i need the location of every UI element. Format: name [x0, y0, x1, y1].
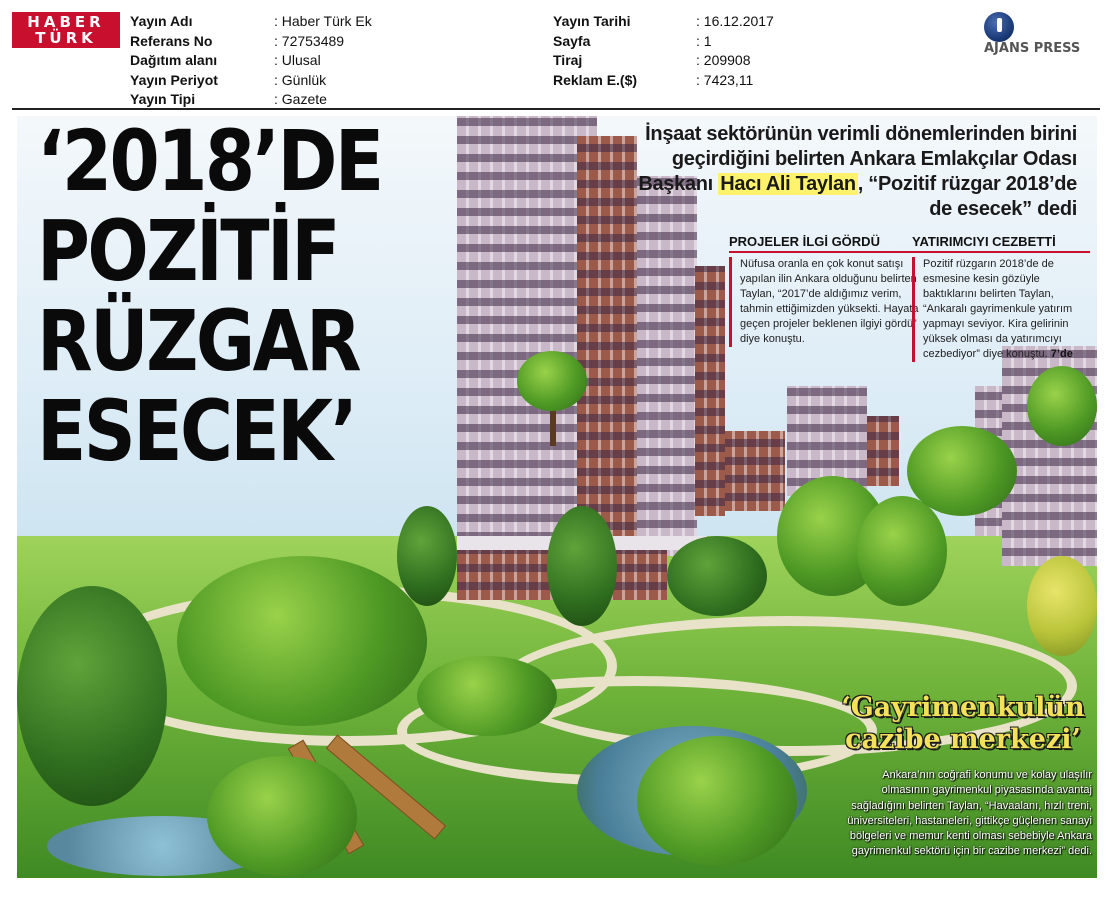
- intro-text: İnşaat sektörünün verimli dönemlerinden birini geçirdiğini belirten Ankara Emlakçılar Odası Başkanı: [638, 123, 1077, 195]
- info-value: : 72753489: [274, 32, 345, 49]
- pull-quote: [837, 692, 1089, 756]
- page-reference: 7’de: [1050, 348, 1073, 360]
- info-label: Dağıtım alanı: [130, 52, 218, 68]
- info-row: [553, 12, 774, 32]
- publication-info-left: [130, 12, 372, 110]
- building: [867, 416, 899, 486]
- info-value: : Haber Türk Ek: [274, 13, 372, 29]
- info-label: Yayın Periyot: [130, 71, 218, 88]
- info-label: Tiraj: [553, 52, 583, 68]
- news-clipping: [17, 116, 1097, 878]
- tree: [547, 506, 617, 626]
- tower: [637, 176, 697, 556]
- headline-line: RÜZGAR: [37, 292, 360, 390]
- ajans-press-logo: [984, 12, 1099, 62]
- column-text: Pozitif rüzgarın 2018’de de esmesine kesin gözüyle baktıklarını belirten Taylan, “Ankaralı gayrimenkule yatırım yapmayı seviyor. Kira gelirinin yüksek olması da yatırımcıyı cezbediyor” diye konuştu.: [923, 258, 1073, 360]
- quote-line: ‘Gayrimenkulün: [841, 692, 1085, 723]
- article-column-2: [912, 234, 1090, 362]
- info-value: : Ulusal: [274, 52, 321, 68]
- info-label: Reklam E.($): [553, 71, 638, 88]
- tree: [667, 536, 767, 616]
- info-value: : 16.12.2017: [696, 13, 774, 29]
- tree: [517, 351, 587, 411]
- building: [723, 431, 785, 511]
- header-divider: [12, 108, 1100, 110]
- quote-body: Ankara’nın coğrafi konumu ve kolay ulaşılır olmasının gayrimenkul piyasasında avantaj sağladığını belirten Taylan, “Havaalanı, hızlı treni, üniversiteleri, hastaneleri, gittikçe güçlenen sanayi bölgeleri ve memur kenti olması sebebiyle Ankara gayrimenkul sektörü için bir cazibe merkezi” dedi.: [847, 769, 1092, 858]
- info-label: Sayfa: [553, 32, 591, 49]
- info-row: [553, 71, 774, 91]
- tower: [695, 266, 725, 516]
- haberturk-logo: [12, 12, 120, 48]
- tree: [177, 556, 427, 726]
- tree: [637, 736, 797, 866]
- column-body: Nüfusa oranla en çok konut satışı yapılan ilin Ankara olduğunu belirten Taylan, “2017’de aldığımız verim, tahmin ettiğimizden yüksekti. Hayata geçen projeler beklenen ilgiyi gördü” diye konuştu.: [729, 257, 919, 347]
- agency-name: AJANS PRESS: [984, 41, 1081, 56]
- column-heading: PROJELER İLGİ GÖRDÜ: [729, 234, 919, 253]
- tree: [207, 756, 357, 876]
- article-column-1: [729, 234, 919, 347]
- info-row: [553, 51, 774, 71]
- tree: [907, 426, 1017, 516]
- logo-line-1: HABER: [27, 13, 105, 31]
- headline-line: ESECEK’: [37, 382, 356, 480]
- tree: [1027, 556, 1097, 656]
- publication-info-right: [553, 12, 774, 90]
- info-value: : 209908: [696, 52, 751, 68]
- quote-line: cazibe merkezi’: [845, 724, 1081, 755]
- info-label: Yayın Adı: [130, 13, 193, 29]
- info-label: Yayın Tipi: [130, 91, 196, 107]
- info-row: [130, 12, 372, 32]
- headline: [37, 116, 398, 480]
- info-value: : Günlük: [274, 71, 327, 88]
- info-label: Referans No: [130, 32, 213, 49]
- info-row: [553, 32, 774, 52]
- tree: [17, 586, 167, 806]
- headline-line: POZİTİF: [37, 202, 339, 300]
- info-row: [130, 32, 372, 52]
- tree: [1027, 366, 1097, 446]
- intro-text-end: , “Pozitif rüzgar 2018’de de esecek” dedi: [857, 173, 1077, 220]
- tree: [417, 656, 557, 736]
- logo-line-2: TÜRK: [35, 29, 97, 47]
- info-value: : Gazete: [274, 91, 327, 107]
- tree: [857, 496, 947, 606]
- globe-icon: [984, 12, 1014, 42]
- info-label: Yayın Tarihi: [553, 13, 631, 29]
- info-row: [130, 90, 372, 110]
- highlighted-name: Hacı Ali Taylan: [720, 173, 856, 195]
- intro-paragraph: [637, 122, 1077, 222]
- info-row: [130, 51, 372, 71]
- headline-line: ‘2018’DE: [37, 116, 382, 210]
- tree: [397, 506, 457, 606]
- info-value: : 1: [696, 32, 712, 49]
- info-value: : 7423,11: [696, 71, 754, 88]
- info-row: [130, 71, 372, 91]
- column-body: [912, 257, 1090, 362]
- column-heading: YATIRIMCIYI CEZBETTİ: [912, 234, 1090, 253]
